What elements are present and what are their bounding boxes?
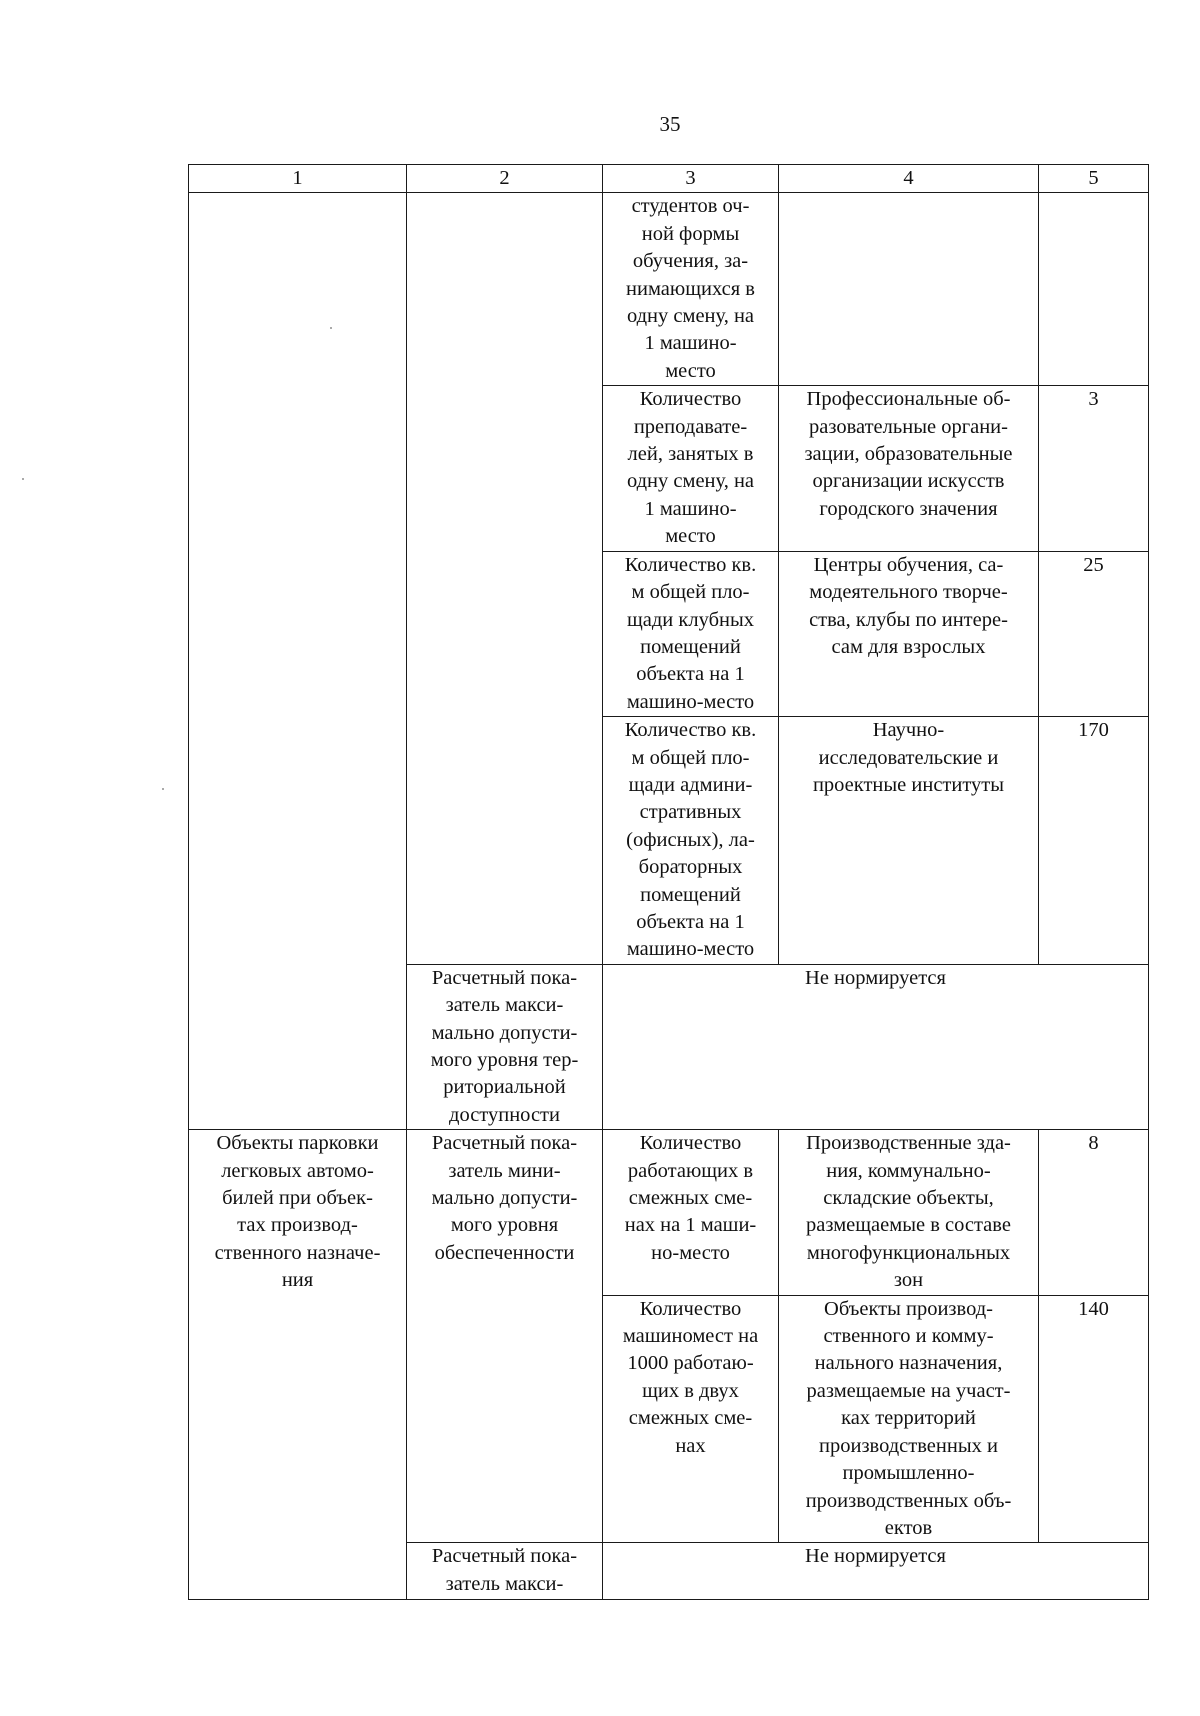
- scan-speck: [330, 327, 332, 329]
- table-row: [189, 1130, 1149, 1295]
- indicator-cell: Расчетный пока- затель макси- мально допусти- мого уровня тер- риториальной доступности: [407, 964, 603, 1129]
- object-type-cell: [189, 193, 407, 1130]
- header-col-3: 3: [603, 165, 779, 193]
- object-category-cell: Производственные зда- ния, коммунально- складские объекты, размещаемые в составе многофункциональных зон: [779, 1130, 1039, 1295]
- value-cell: 8: [1039, 1130, 1149, 1295]
- measure-cell: Количество машиномест на 1000 работаю- щих в двух смежных сме- нах: [603, 1295, 779, 1543]
- measure-cell: студентов оч- ной формы обучения, за- нимающихся в одну смену, на 1 машино- место: [603, 193, 779, 386]
- header-col-5: 5: [1039, 165, 1149, 193]
- page-number: 35: [659, 112, 681, 136]
- value-cell: [1039, 193, 1149, 386]
- indicator-cell: Расчетный пока- затель мини- мально допусти- мого уровня обеспеченности: [407, 1130, 603, 1543]
- scan-speck: [22, 478, 24, 480]
- norms-table: [188, 164, 1149, 1600]
- object-category-cell: [779, 193, 1039, 386]
- indicator-cell: Расчетный пока- затель макси-: [407, 1543, 603, 1600]
- measure-cell: Количество кв. м общей пло- щади клубных помещений объекта на 1 машино-место: [603, 551, 779, 716]
- value-cell: 3: [1039, 386, 1149, 551]
- value-cell: 170: [1039, 717, 1149, 965]
- not-regulated-cell: Не нормируется: [603, 964, 1149, 1129]
- table-header-row: [189, 165, 1149, 193]
- object-type-cell: Объекты парковки легковых автомо- билей при объек- тах производ- ственного назначе- ния: [189, 1130, 407, 1600]
- indicator-cell: [407, 193, 603, 964]
- object-category-cell: Научно- исследовательские и проектные институты: [779, 717, 1039, 965]
- value-cell: 25: [1039, 551, 1149, 716]
- measure-cell: Количество преподавате- лей, занятых в одну смену, на 1 машино- место: [603, 386, 779, 551]
- table-row: [189, 193, 1149, 386]
- header-col-1: 1: [189, 165, 407, 193]
- measure-cell: Количество кв. м общей пло- щади админи- стративных (офисных), ла- бораторных помещений объекта на 1 машино-место: [603, 717, 779, 965]
- header-col-2: 2: [407, 165, 603, 193]
- scan-speck: [162, 788, 164, 790]
- header-col-4: 4: [779, 165, 1039, 193]
- not-regulated-cell: Не нормируется: [603, 1543, 1149, 1600]
- object-category-cell: Центры обучения, са- модеятельного творче- ства, клубы по интере- сам для взрослых: [779, 551, 1039, 716]
- object-category-cell: Профессиональные об- разовательные органи- зации, образовательные организации искусств городского значения: [779, 386, 1039, 551]
- value-cell: 140: [1039, 1295, 1149, 1543]
- measure-cell: Количество работающих в смежных сме- нах на 1 маши- но-место: [603, 1130, 779, 1295]
- object-category-cell: Объекты производ- ственного и комму- нального назначения, размещаемые на участ- ках территорий производственных и промышленно- производственных объ- ектов: [779, 1295, 1039, 1543]
